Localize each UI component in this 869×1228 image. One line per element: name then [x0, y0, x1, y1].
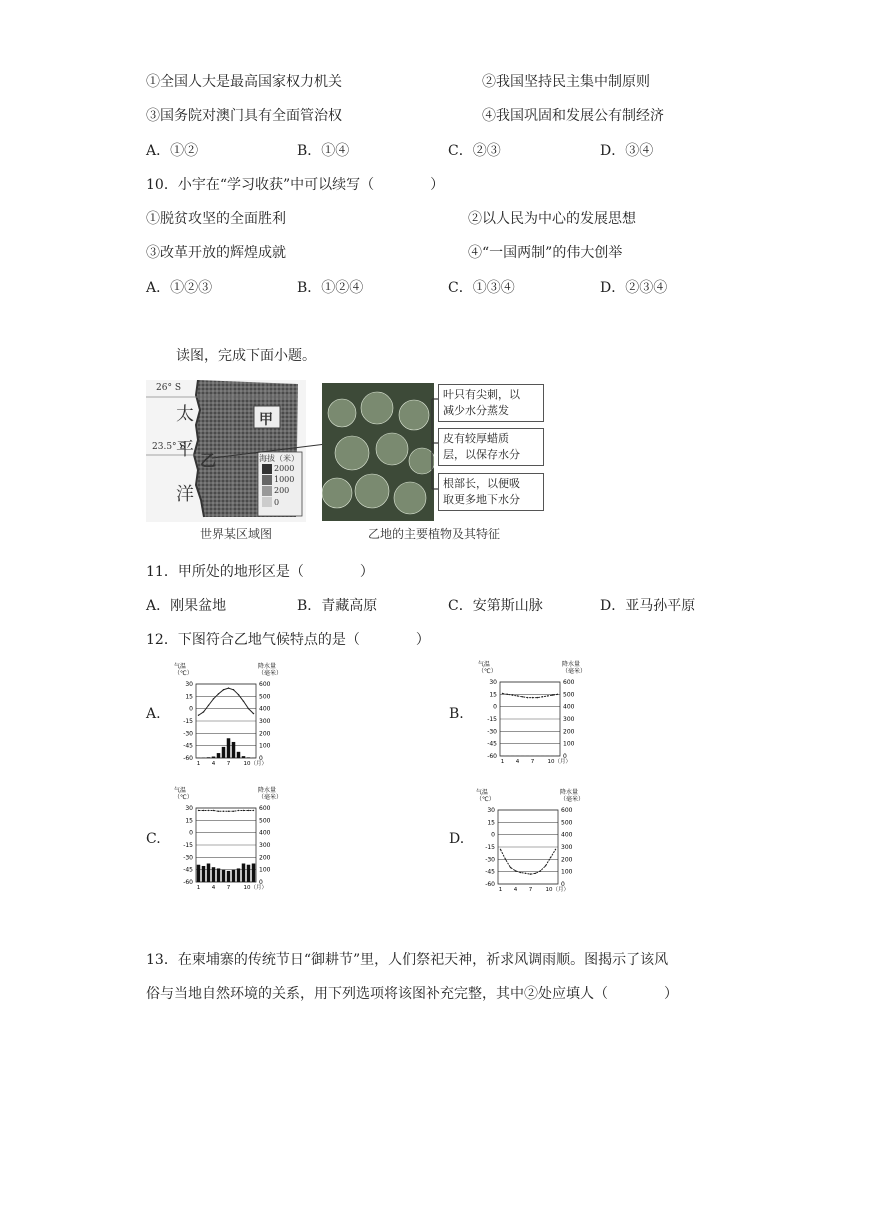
temperature-point	[238, 810, 239, 811]
temperature-point	[502, 693, 503, 694]
temp-tick-label: 15	[487, 819, 495, 827]
prec-tick-label: 400	[259, 705, 271, 713]
prec-tick-label: 100	[259, 742, 271, 750]
prec-axis-title: 降水量	[562, 661, 581, 668]
temp-axis-title: 气温	[174, 663, 187, 670]
temp-tick-label: -60	[183, 879, 193, 886]
month-tick-label: 1	[196, 885, 201, 890]
plant-caption: 乙地的主要植物及其特征	[368, 527, 501, 541]
legend-1000: 1000	[274, 475, 295, 484]
temperature-point	[203, 711, 204, 712]
temperature-point	[550, 857, 551, 858]
temperature-point	[208, 810, 209, 811]
temperature-point	[228, 687, 229, 688]
temp-axis-unit: （℃）	[174, 794, 193, 801]
temperature-point	[218, 811, 219, 812]
q13-line-1: 13．在柬埔寨的传统节日“御耕节”里，人们祭祀天神，祈求风调雨顺。图揭示了该风	[146, 952, 669, 968]
prec-axis-title: 降水量	[560, 789, 579, 796]
temp-axis-title: 气温	[174, 787, 187, 794]
prec-tick-label: 200	[561, 856, 573, 864]
plant-feature-1	[438, 384, 544, 422]
precip-bar	[242, 756, 246, 758]
label-yi: 乙	[200, 451, 217, 470]
prec-tick-label: 400	[561, 831, 573, 839]
temperature-point	[233, 689, 234, 690]
temperature-point	[243, 701, 244, 702]
month-tick-label: 7	[226, 761, 231, 766]
q9-statement-1: ①全国人大是最高国家权力机关	[146, 74, 342, 90]
prec-axis-unit: （毫米）	[258, 670, 283, 677]
temp-tick-label: 30	[487, 807, 495, 814]
month-tick-label: 10（月）	[243, 885, 267, 890]
prec-tick-label: 100	[561, 868, 573, 876]
temp-tick-label: -45	[183, 742, 193, 750]
month-tick-label: 7	[226, 885, 231, 890]
temp-tick-label: -15	[487, 716, 497, 723]
temp-tick-label: -60	[487, 753, 497, 760]
q13-line-2: 俗与当地自然环境的关系，用下列选项将该图补充完整，其中②处应填人（ ）	[146, 986, 678, 1002]
temperature-point	[198, 715, 199, 716]
month-tick-label: 4	[513, 887, 518, 892]
temp-tick-label: -15	[183, 718, 193, 725]
precip-bar	[197, 865, 201, 882]
temperature-point	[213, 810, 214, 811]
climate-chart-b	[476, 660, 594, 764]
precip-bar	[232, 870, 236, 882]
precip-bar	[217, 868, 221, 882]
q9-option-c[interactable]: C．②③	[448, 143, 501, 159]
temp-tick-label: -15	[183, 842, 193, 849]
temperature-point	[532, 697, 533, 698]
temp-tick-label: -15	[485, 844, 495, 851]
q9-statement-2: ②我国坚持民主集中制原则	[482, 74, 650, 90]
temperature-point	[228, 811, 229, 812]
month-tick-label: 4	[211, 761, 216, 766]
prec-tick-label: 300	[563, 716, 575, 723]
month-tick-label: 4	[211, 885, 216, 890]
temperature-point	[223, 689, 224, 690]
prec-tick-label: 0	[561, 881, 565, 888]
precip-bar	[222, 747, 226, 758]
q12-option-c[interactable]: C.	[146, 831, 161, 847]
prec-tick-label: 500	[561, 819, 573, 827]
legend-title: 海拔（米）	[259, 454, 299, 463]
prec-axis-unit: （毫米）	[562, 668, 587, 675]
month-tick-label: 1	[498, 887, 503, 892]
temperature-point	[535, 873, 536, 874]
q10-statement-2: ②以人民为中心的发展思想	[468, 211, 636, 227]
prec-tick-label: 200	[259, 730, 271, 738]
q11-option-d[interactable]: D．亚马孙平原	[600, 598, 696, 614]
map-caption: 世界某区域图	[200, 527, 273, 541]
plant-photo	[322, 383, 434, 521]
temperature-point	[530, 873, 531, 874]
temperature-point	[238, 694, 239, 695]
plant-feature-2-line2: 层，以保存水分	[443, 448, 520, 461]
temperature-point	[253, 810, 254, 811]
legend-200: 200	[274, 486, 290, 495]
q10-stem: 10．小宇在“学习收获”中可以续写（ ）	[146, 177, 445, 193]
prec-tick-label: 500	[259, 817, 271, 825]
temp-tick-label: -60	[485, 881, 495, 888]
temp-tick-label: 0	[189, 829, 193, 837]
q10-option-b[interactable]: B．①②④	[297, 280, 364, 296]
temp-tick-label: 30	[185, 681, 193, 688]
precip-bar	[232, 742, 236, 758]
temp-tick-label: 30	[185, 805, 193, 812]
temperature-point	[545, 865, 546, 866]
reading-instruction: 读图，完成下面小题。	[176, 348, 316, 364]
prec-tick-label: 500	[563, 691, 575, 699]
connector-line	[200, 440, 330, 460]
prec-axis-title: 降水量	[258, 663, 277, 670]
month-tick-label: 4	[515, 759, 520, 764]
temperature-point	[520, 872, 521, 873]
temp-tick-label: 0	[493, 703, 497, 711]
temp-tick-label: 0	[189, 705, 193, 713]
temp-axis-title: 气温	[478, 661, 491, 668]
temp-tick-label: -30	[183, 730, 193, 738]
prec-tick-label: 300	[259, 718, 271, 725]
temperature-point	[253, 713, 254, 714]
prec-tick-label: 600	[561, 807, 573, 814]
q12-option-b[interactable]: B.	[449, 706, 464, 722]
temperature-point	[248, 810, 249, 811]
prec-tick-label: 100	[563, 740, 575, 748]
plant-feature-3	[438, 473, 544, 511]
plant-feature-1-line2: 减少水分蒸发	[443, 404, 509, 417]
temp-axis-unit: （℃）	[476, 796, 495, 803]
q12-option-d[interactable]: D.	[449, 831, 465, 847]
precip-bar	[227, 871, 231, 882]
plant-feature-3-line1: 根部长，以便吸	[443, 477, 520, 490]
prec-tick-label: 600	[259, 681, 271, 688]
ocean-char-3: 洋	[176, 484, 194, 505]
temp-axis-unit: （℃）	[174, 670, 193, 677]
month-tick-label: 1	[196, 761, 201, 766]
temp-tick-label: 30	[489, 679, 497, 686]
prec-axis-unit: （毫米）	[258, 794, 283, 801]
temp-tick-label: 15	[185, 817, 193, 825]
precip-bar	[212, 867, 216, 882]
prec-tick-label: 0	[563, 753, 567, 760]
temperature-point	[208, 705, 209, 706]
precip-bar	[217, 753, 221, 758]
ocean-char-1: 太	[176, 404, 194, 425]
q9-statement-3: ③国务院对澳门具有全面管治权	[146, 108, 342, 124]
temperature-point	[213, 698, 214, 699]
prec-tick-label: 300	[259, 842, 271, 849]
temperature-point	[515, 870, 516, 871]
temperature-point	[540, 870, 541, 871]
temperature-point	[527, 697, 528, 698]
precip-bar	[207, 864, 211, 883]
temp-tick-label: -45	[183, 866, 193, 874]
climate-chart-a	[172, 662, 290, 766]
temperature-point	[512, 694, 513, 695]
temp-tick-label: -60	[183, 755, 193, 762]
temp-axis-unit: （℃）	[478, 668, 497, 675]
precip-bar	[202, 866, 206, 882]
month-tick-label: 7	[528, 887, 533, 892]
month-tick-label: 10（月）	[545, 887, 569, 892]
precip-bar	[212, 757, 216, 758]
precip-bar	[252, 864, 256, 883]
q10-statement-4: ④“一国两制”的伟大创举	[468, 245, 623, 261]
temp-tick-label: -45	[487, 740, 497, 748]
prec-tick-label: 400	[563, 703, 575, 711]
temp-tick-label: 15	[489, 691, 497, 699]
precip-bar	[247, 757, 251, 758]
precip-bar	[237, 752, 241, 758]
q11-stem: 11．甲所处的地形区是（ ）	[146, 564, 374, 580]
prec-tick-label: 200	[563, 728, 575, 736]
temperature-line	[199, 688, 254, 715]
precip-bar	[207, 757, 211, 758]
q10-statement-1: ①脱贫攻坚的全面胜利	[146, 211, 286, 227]
prec-tick-label: 0	[259, 755, 263, 762]
temperature-point	[517, 695, 518, 696]
temperature-line	[501, 849, 556, 874]
q10-option-a[interactable]: A．①②③	[146, 280, 213, 296]
month-tick-label: 10（月）	[547, 759, 571, 764]
precip-bar	[247, 865, 251, 882]
climate-chart-d	[474, 788, 592, 892]
temperature-point	[525, 873, 526, 874]
q9-statement-4: ④我国巩固和发展公有制经济	[482, 108, 664, 124]
q10-option-d[interactable]: D．②③④	[600, 280, 668, 296]
temperature-line	[199, 810, 254, 811]
prec-tick-label: 200	[259, 854, 271, 862]
legend-0: 0	[274, 498, 280, 507]
q9-option-b[interactable]: B．①④	[297, 143, 350, 159]
prec-tick-label: 300	[561, 844, 573, 851]
temperature-point	[547, 695, 548, 696]
q9-option-a[interactable]: A．①②	[146, 143, 199, 159]
climate-chart-c	[172, 786, 290, 890]
prec-axis-unit: （毫米）	[560, 796, 585, 803]
q12-stem: 12．下图符合乙地气候特点的是（ ）	[146, 632, 430, 648]
plant-feature-2	[438, 428, 544, 466]
temperature-point	[552, 694, 553, 695]
temp-tick-label: -30	[183, 854, 193, 862]
label-jia: 甲	[259, 412, 273, 428]
temp-tick-label: 0	[491, 831, 495, 839]
precip-bar	[237, 868, 241, 882]
q11-option-c[interactable]: C．安第斯山脉	[448, 598, 543, 614]
q10-option-c[interactable]: C．①③④	[448, 280, 515, 296]
q9-option-d[interactable]: D．③④	[600, 143, 654, 159]
prec-tick-label: 100	[259, 866, 271, 874]
temperature-point	[243, 810, 244, 811]
prec-tick-label: 400	[259, 829, 271, 837]
plant-feature-3-line2: 取更多地下水分	[443, 493, 520, 506]
ocean-char-2: 平	[176, 439, 194, 460]
latitude-23-5s: 23.5° S	[152, 442, 186, 452]
temperature-point	[223, 811, 224, 812]
temperature-point	[542, 696, 543, 697]
precip-bar	[242, 864, 246, 883]
prec-axis-title: 降水量	[258, 787, 277, 794]
month-tick-label: 1	[500, 759, 505, 764]
prec-tick-label: 500	[259, 693, 271, 701]
prec-tick-label: 600	[259, 805, 271, 812]
temperature-point	[203, 810, 204, 811]
month-tick-label: 7	[530, 759, 535, 764]
temperature-point	[233, 811, 234, 812]
month-tick-label: 10（月）	[243, 761, 267, 766]
temperature-point	[510, 867, 511, 868]
temperature-point	[218, 693, 219, 694]
prec-tick-label: 600	[563, 679, 575, 686]
annotation-bracket	[428, 395, 440, 495]
plant-feature-1-line1: 叶只有尖刺，以	[443, 388, 520, 401]
temperature-point	[507, 694, 508, 695]
temperature-point	[557, 694, 558, 695]
temp-axis-title: 气温	[476, 789, 489, 796]
latitude-26s: 26° S	[156, 383, 181, 393]
temp-tick-label: -30	[487, 728, 497, 736]
temperature-point	[522, 696, 523, 697]
q12-option-a[interactable]: A.	[146, 706, 161, 722]
temperature-point	[500, 849, 501, 850]
q10-statement-3: ③改革开放的辉煌成就	[146, 245, 286, 261]
precip-bar	[222, 870, 226, 882]
prec-tick-label: 0	[259, 879, 263, 886]
temperature-point	[248, 708, 249, 709]
temperature-point	[198, 810, 199, 811]
temp-tick-label: -45	[485, 868, 495, 876]
temperature-point	[537, 697, 538, 698]
temp-tick-label: -30	[485, 856, 495, 864]
temp-tick-label: 15	[185, 693, 193, 701]
temperature-point	[505, 859, 506, 860]
temperature-point	[555, 849, 556, 850]
precip-bar	[227, 738, 231, 758]
q11-option-a[interactable]: A．刚果盆地	[146, 598, 227, 614]
q11-option-b[interactable]: B．青藏高原	[297, 598, 378, 614]
plant-feature-2-line1: 皮有较厚蜡质	[443, 432, 509, 445]
legend-2000: 2000	[274, 464, 295, 473]
